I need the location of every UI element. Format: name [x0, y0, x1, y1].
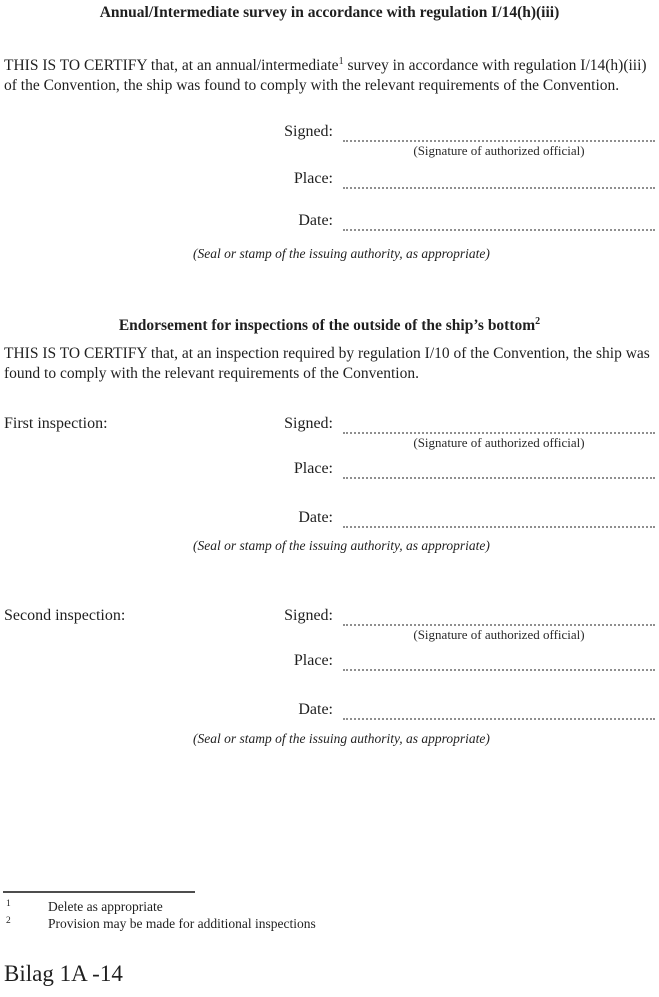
footnote-reference-2: 2 — [535, 315, 541, 327]
place-label: Place: — [293, 170, 333, 187]
signed-line — [343, 607, 655, 626]
annual-survey-title: Annual/Intermediate survey in accordance with regulation I/14(h)(iii) — [99, 4, 560, 21]
place-line — [343, 460, 655, 479]
signed-label: Signed: — [284, 607, 333, 624]
date-label: Date: — [298, 701, 333, 718]
date-label: Date: — [298, 509, 333, 526]
footnote-2-text: Provision may be made for additional inspections — [48, 916, 316, 931]
place-label: Place: — [293, 460, 333, 477]
place-label: Place: — [293, 652, 333, 669]
footnote-1-text: Delete as appropriate — [48, 899, 163, 914]
footnote-reference-1: 1 — [338, 55, 344, 67]
signed-label: Signed: — [284, 123, 333, 140]
date-line — [343, 212, 655, 231]
signed-line — [343, 415, 655, 434]
date-label: Date: — [298, 212, 333, 229]
second-inspection-label: Second inspection: — [4, 607, 126, 624]
seal-note: (Seal or stamp of the issuing authority, as appropriate) — [193, 538, 490, 553]
place-line — [343, 652, 655, 671]
signature-caption: (Signature of authorized official) — [413, 627, 585, 642]
bottom-inspection-certify-paragraph: THIS IS TO CERTIFY that, at an inspection required by regulation I/10 of the Convention, the ship was found to comply with the relevant requirements of the Convention. — [4, 345, 650, 382]
place-line — [343, 170, 655, 189]
seal-note: (Seal or stamp of the issuing authority, as appropriate) — [193, 731, 490, 746]
footnote-2-marker: 2 — [6, 916, 11, 926]
bottom-inspection-title-text: Endorsement for inspections of the outside of the ship’s bottom — [118, 317, 536, 334]
date-line — [343, 701, 655, 720]
annual-paragraph-text-end: survey in accordance with regulation I/14(h)(iii) of the Convention, the ship was found to comply with the relevant requirements of the Convention. — [4, 57, 647, 94]
annual-survey-certify-paragraph — [4, 56, 654, 96]
date-line — [343, 509, 655, 528]
annual-paragraph-text-start: THIS IS TO CERTIFY that, at an annual/intermediate — [4, 57, 339, 74]
signature-caption: (Signature of authorized official) — [413, 435, 585, 450]
seal-note: (Seal or stamp of the issuing authority, as appropriate) — [193, 246, 490, 261]
bottom-inspection-title — [0, 317, 659, 335]
first-inspection-label: First inspection: — [4, 415, 108, 432]
signature-caption: (Signature of authorized official) — [413, 143, 585, 158]
page-footer-reference: Bilag 1A -14 — [4, 961, 123, 986]
footnote-divider — [3, 891, 195, 893]
footnote-1-marker: 1 — [6, 899, 11, 909]
signed-line — [343, 123, 655, 142]
signed-label: Signed: — [284, 415, 333, 432]
